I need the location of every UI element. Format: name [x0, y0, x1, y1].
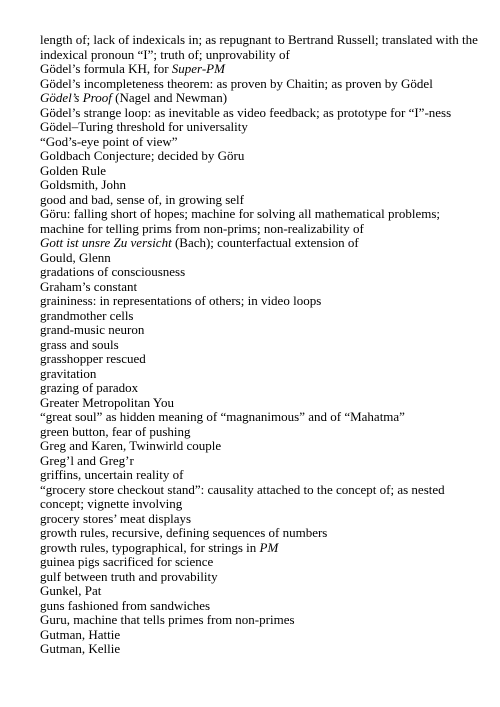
index-entry [40, 439, 480, 454]
index-entry-text: grasshopper rescued [40, 351, 146, 366]
index-entry-text: grandmother cells [40, 307, 134, 323]
index-entry-text: “God’s-eye point of view” [40, 133, 178, 149]
index-entry-text: grass and souls [40, 336, 119, 352]
index-entry-text: Gould, Glenn [40, 249, 111, 265]
index-entry-text: good and bad, sense of, in growing self [40, 191, 244, 207]
index-entry-text: graininess: in representations of others; in video loops [40, 293, 322, 308]
index-entry [40, 33, 480, 62]
index-entry-text: Greg and Karen, Twinwirld couple [40, 438, 222, 453]
index-entry [40, 280, 480, 295]
index-entry-italic-text: Gödel’s Proof [40, 90, 112, 105]
index-entry-italic-text: Super-PM [171, 61, 225, 76]
index-entry-text: Göru: falling short of hopes; machine for solving all mathematical problems; machine for telling prims from non-prims; non-realizability of [40, 206, 441, 236]
index-entry [40, 584, 480, 599]
index-entry [40, 294, 480, 309]
index-entry [40, 120, 480, 135]
index-entry-text: Gutman, Kellie [40, 641, 121, 656]
index-entry [40, 338, 480, 353]
index-entry [40, 454, 480, 469]
index-entry [40, 164, 480, 179]
index-entry [40, 570, 480, 585]
index-entry-text: Greater Metropolitan You [40, 394, 174, 410]
index-entry-text: length of; lack of indexicals in; as repugnant to Bertrand Russell; translated with the indexical pronoun “I”; truth of; unprovability of [40, 32, 478, 62]
index-entry [40, 599, 480, 614]
index-entry-italic-text: PM [259, 539, 279, 555]
index-entry [40, 323, 480, 338]
index-entry [40, 236, 480, 251]
index-entry [40, 642, 480, 657]
index-entry-text: (Bach); counterfactual extension of [171, 235, 359, 250]
index-entry [40, 178, 480, 193]
index-entry [40, 468, 480, 483]
index-entry-italic-text: Gott ist unsre Zu versicht [40, 235, 172, 250]
index-entry-text: griffins, uncertain reality of [40, 467, 184, 482]
index-entry [40, 381, 480, 396]
index-entry-text: Gödel–Turing threshold for universality [40, 119, 248, 134]
index-entry-text: Graham’s constant [40, 278, 138, 294]
index-entry-text: gravitation [40, 365, 97, 381]
index-entry-text: green button, fear of pushing [40, 423, 191, 439]
index-entry [40, 555, 480, 570]
index-entry-text: Golden Rule [40, 162, 107, 178]
index-entry-text: “great soul” as hidden meaning of “magnanimous” and of “Mahatma” [40, 409, 405, 424]
index-entry-text: Gödel’s incompleteness theorem: as proven by Chaitin; as proven by Gödel [40, 75, 433, 91]
index-entry [40, 628, 480, 643]
index-entry [40, 149, 480, 164]
index-entry-text: grazing of paradox [40, 380, 139, 395]
index-entry [40, 613, 480, 628]
index-entry-text: growth rules, typographical, for strings in [40, 539, 260, 555]
index-entry-text: growth rules, recursive, defining sequences of numbers [40, 525, 328, 540]
index-entry [40, 309, 480, 324]
index-entry-text: Goldsmith, John [40, 177, 126, 192]
index-entry [40, 265, 480, 280]
index-entry-text: Gödel’s formula KH, for [40, 61, 172, 76]
index-entry-text: guinea pigs sacrificed for science [40, 554, 214, 569]
index-entry [40, 367, 480, 382]
index-entry-text: grocery stores’ meat displays [40, 510, 192, 526]
index-entry-text: “grocery store checkout stand”: causality attached to the concept of; as nested concept; vignette involving [40, 481, 445, 511]
index-entry [40, 207, 480, 236]
index-entry-text: Gödel’s strange loop: as inevitable as video feedback; as prototype for “I”-ness [40, 104, 452, 120]
index-entry-text: Gutman, Hattie [40, 626, 121, 642]
index-entry-text: gradations of consciousness [40, 264, 186, 279]
index-entry [40, 62, 480, 77]
index-entry [40, 193, 480, 208]
index-page [40, 33, 480, 657]
index-entry [40, 91, 480, 106]
index-entry [40, 352, 480, 367]
index-entry-text: Gunkel, Pat [40, 583, 102, 598]
index-entry-text: grand-music neuron [40, 322, 145, 337]
index-entry [40, 396, 480, 411]
index-entry-text: Goldbach Conjecture; decided by Göru [40, 148, 245, 163]
index-entry-text: gulf between truth and provability [40, 568, 218, 584]
index-entry-text: (Nagel and Newman) [111, 90, 228, 105]
index-entry [40, 77, 480, 92]
index-entry [40, 106, 480, 121]
index-entry [40, 135, 480, 150]
index-entry-text: Guru, machine that tells primes from non-primes [40, 612, 295, 627]
index-entry [40, 541, 480, 556]
index-entry [40, 251, 480, 266]
index-entry [40, 512, 480, 527]
index-entry [40, 410, 480, 425]
index-entry [40, 483, 480, 512]
index-entry-text: Greg’l and Greg’r [40, 452, 134, 468]
index-entry [40, 526, 480, 541]
index-entry-text: guns fashioned from sandwiches [40, 597, 211, 613]
index-entry [40, 425, 480, 440]
